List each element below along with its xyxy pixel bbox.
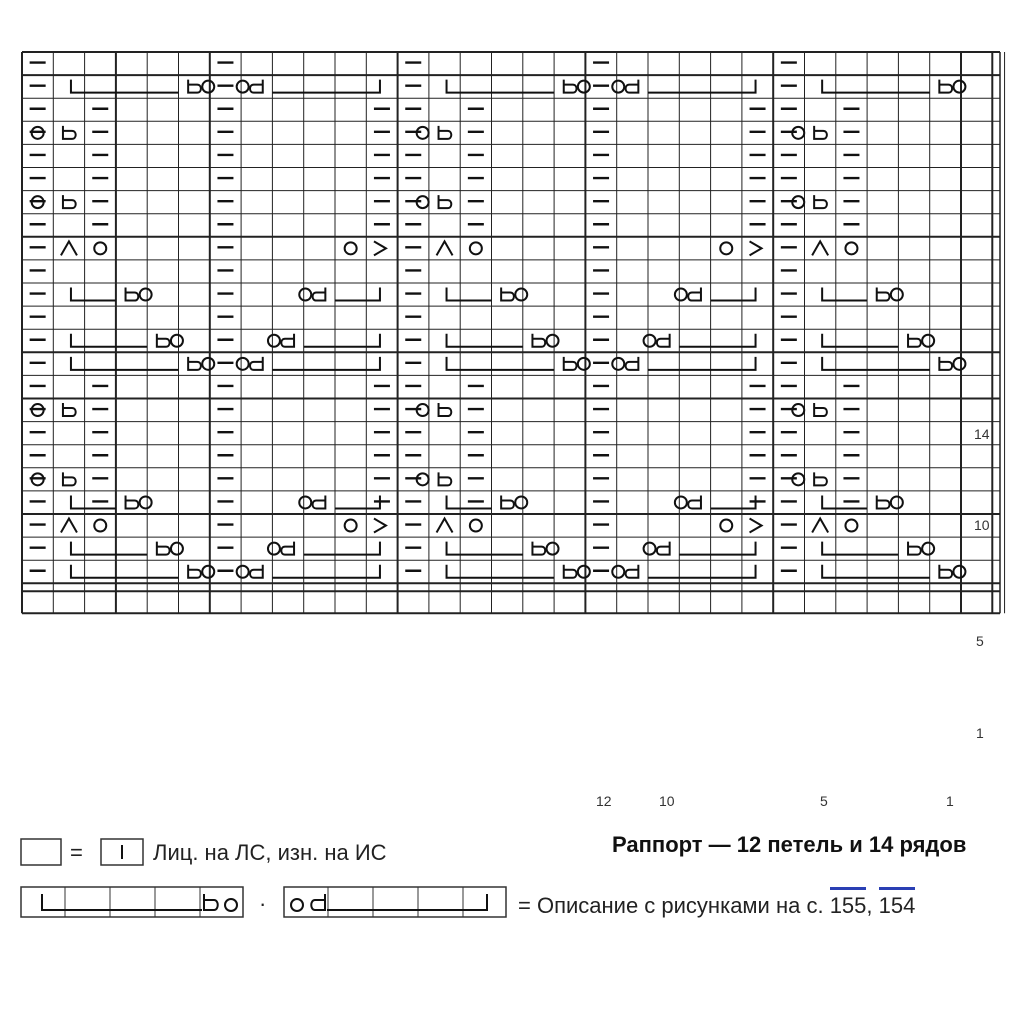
legend-cable-prefix: = Описание с рисунками на с.: [518, 893, 824, 918]
col-number-5: 5: [820, 793, 828, 809]
legend-equals: =: [70, 840, 83, 865]
legend-cable-left: [20, 886, 246, 920]
legend-comma: ,: [866, 893, 873, 918]
legend-knit-cell: [100, 838, 146, 868]
col-number-1: 1: [946, 793, 954, 809]
col-number-10: 10: [659, 793, 675, 809]
rapport-text: Раппорт — 12 петель и 14 рядов: [612, 832, 967, 857]
page-ref-154[interactable]: 154: [878, 893, 916, 918]
legend-empty-cell: [20, 838, 64, 868]
row-number-5: 5: [976, 633, 984, 649]
chart-grid: [22, 52, 1005, 615]
col-number-12: 12: [596, 793, 612, 809]
row-number-1: 1: [976, 725, 984, 741]
legend-knit-description: Лиц. на ЛС, изн. на ИС: [153, 840, 387, 865]
legend-cable-right: [283, 886, 509, 920]
legend-cable-description: [518, 893, 915, 919]
legend-dot: ·: [259, 891, 267, 916]
row-number-10: 10: [974, 517, 990, 533]
page-ref-155[interactable]: 155: [829, 893, 867, 918]
row-number-14: 14: [974, 426, 990, 442]
